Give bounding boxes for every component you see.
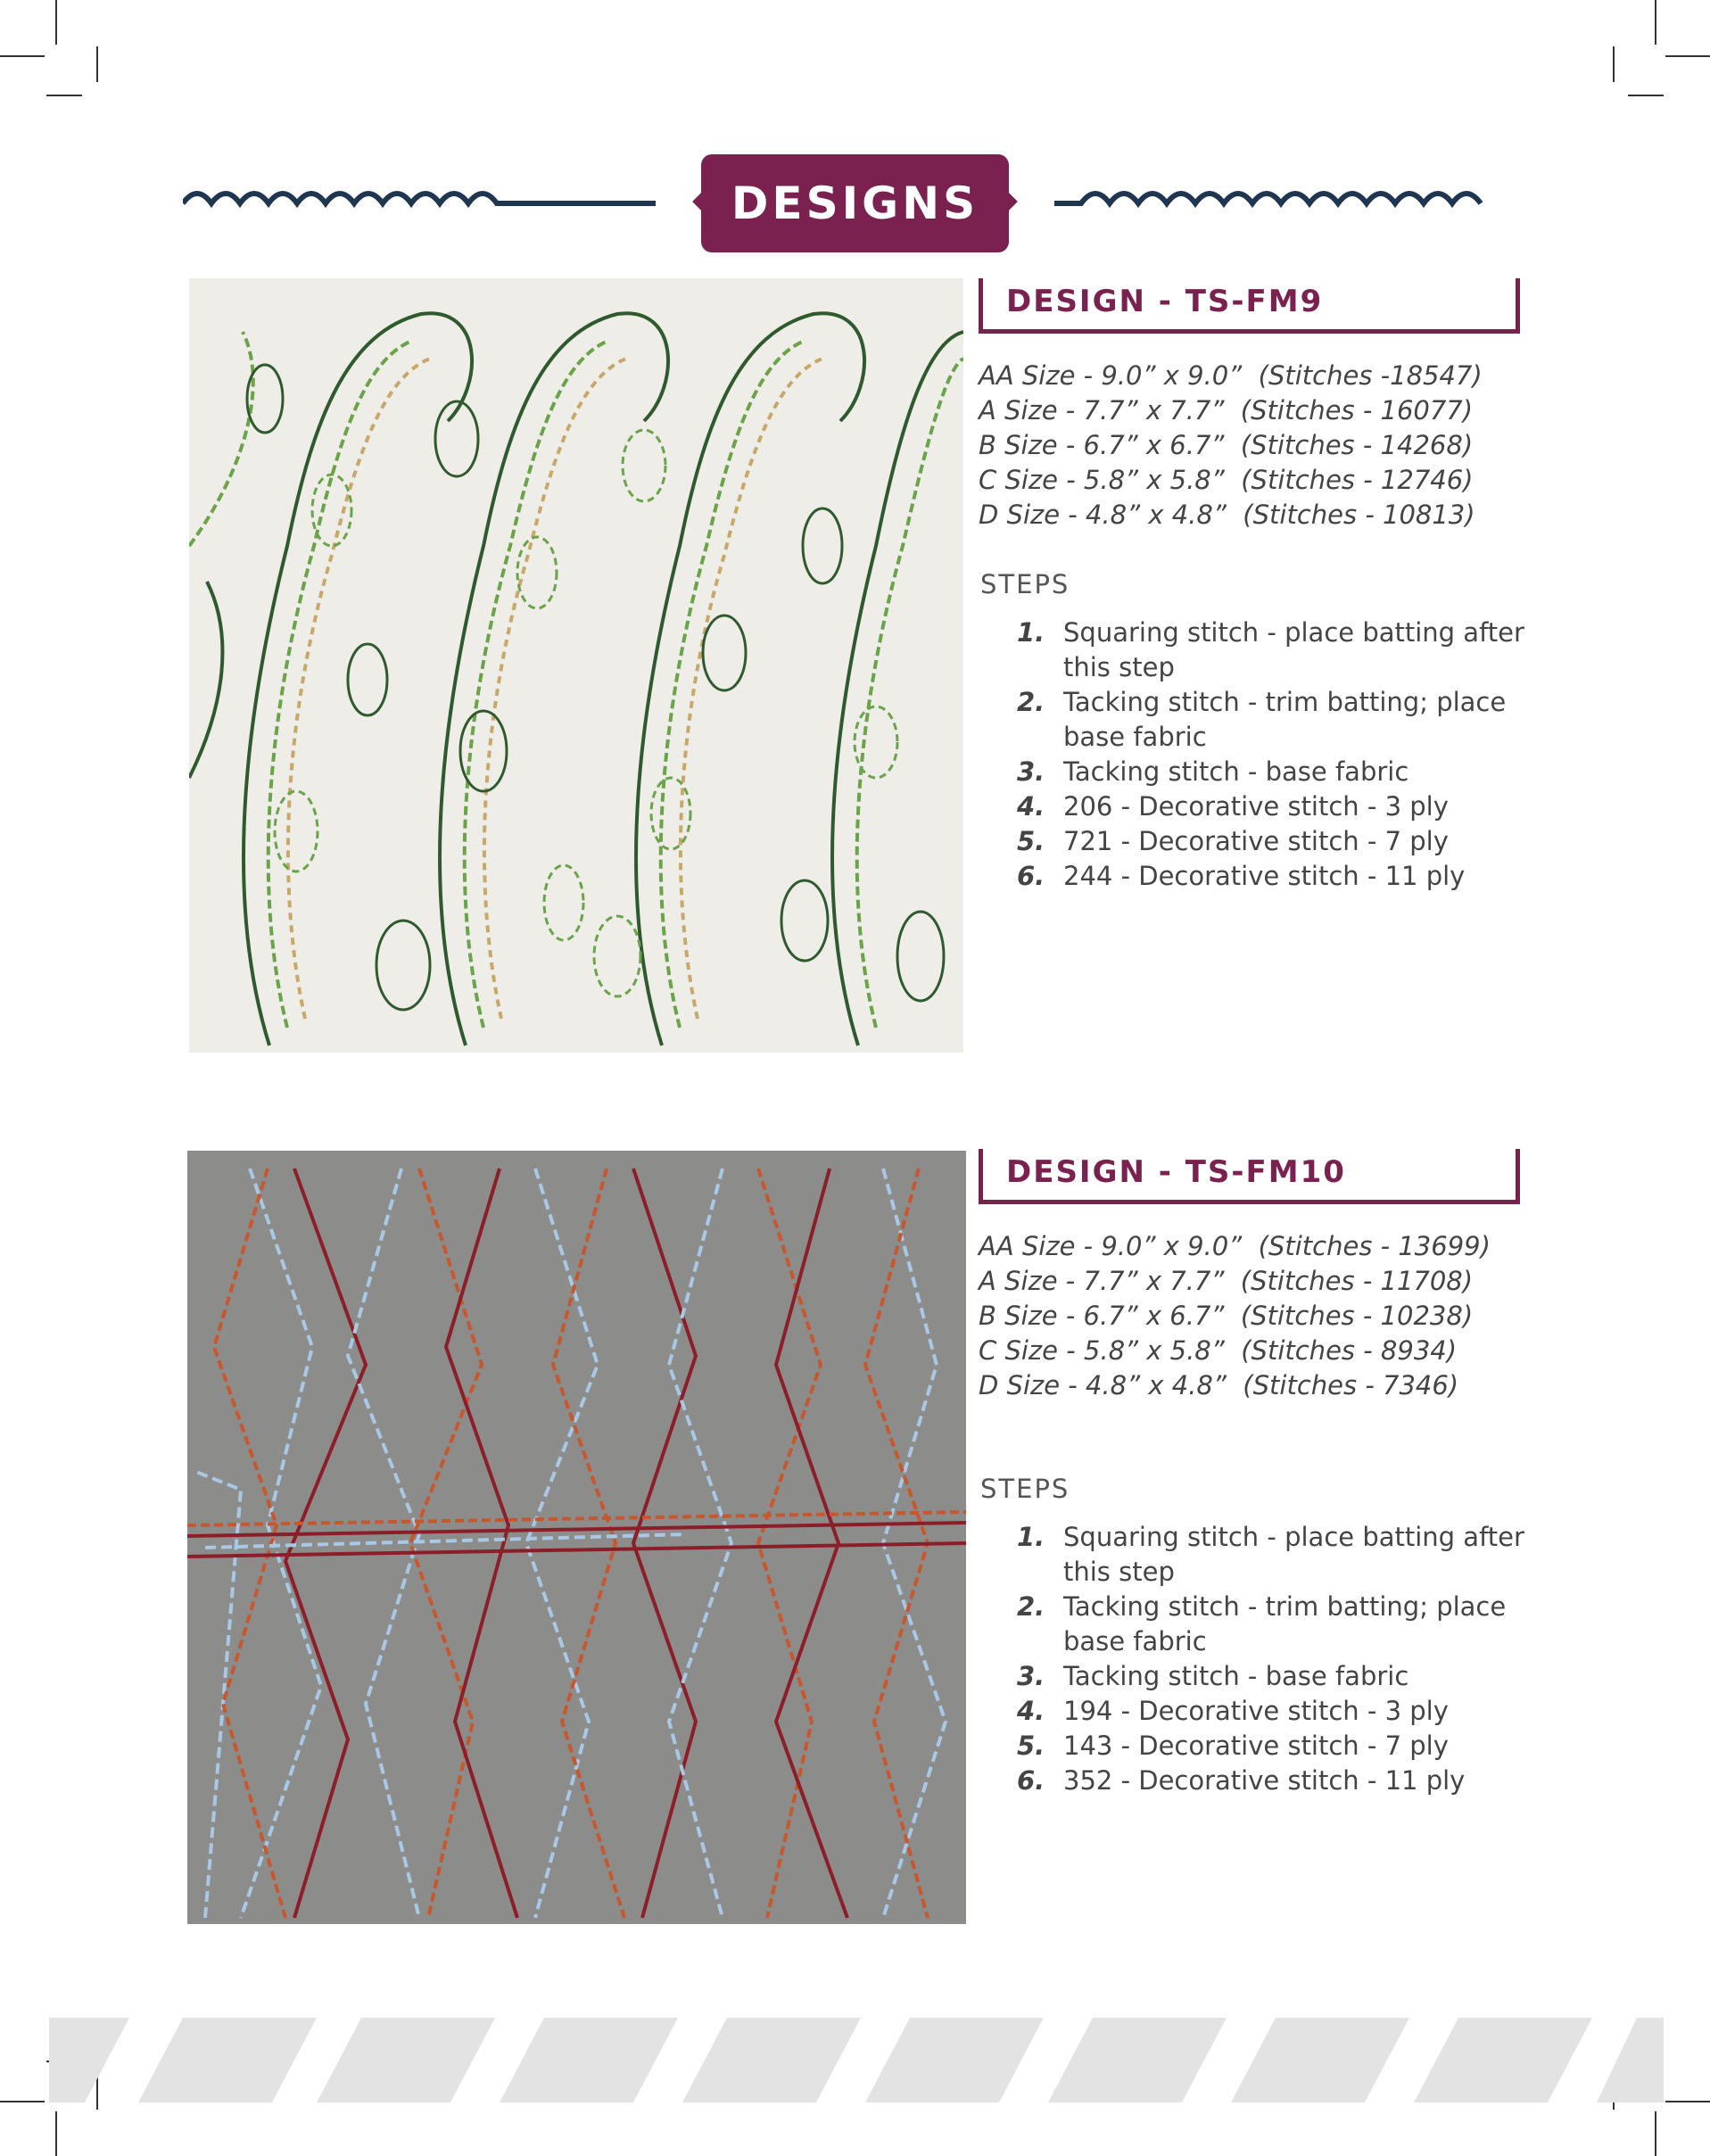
crop-mark [0,55,45,57]
crop-mark [1665,2101,1710,2102]
crop-mark [55,2111,57,2156]
crop-mark [1655,0,1656,45]
design-1-steps-heading: STEPS [980,569,1070,599]
step-number: 3. [1017,1661,1045,1691]
crop-mark [0,2101,45,2102]
step-text: Squaring stitch - place batting after this step [1063,1522,1524,1587]
step-number: 4. [1017,791,1045,822]
crop-mark [1613,46,1615,82]
step-number: 1. [1017,617,1045,648]
step-number: 5. [1017,1731,1045,1761]
step-text: Squaring stitch - place batting after this step [1063,617,1524,682]
step-number: 6. [1017,1765,1045,1796]
design-1-title: DESIGN - TS-FM9 [1006,284,1324,319]
size-line: D Size - 4.8” x 4.8” (Stitches - 10813) [979,500,1475,530]
step-item [1017,1520,1525,1590]
step-item [1017,755,1525,789]
size-line: C Size - 5.8” x 5.8” (Stitches - 12746) [979,465,1474,495]
step-item [1017,685,1525,755]
section-title-banner [701,154,1009,252]
step-number: 6. [1017,861,1045,891]
size-line: AA Size - 9.0” x 9.0” (Stitches - 13699) [979,1231,1491,1261]
crop-mark [1628,95,1664,96]
design-2-sizes [979,1229,1491,1403]
crop-mark [1655,2111,1656,2156]
step-item [1017,1659,1525,1694]
footer-stripe-band [49,2018,1664,2102]
step-text: 721 - Decorative stitch - 7 ply [1063,826,1449,856]
size-line: C Size - 5.8” x 5.8” (Stitches - 8934) [979,1335,1458,1366]
step-text: 194 - Decorative stitch - 3 ply [1063,1696,1449,1726]
design-2-heading-box [979,1149,1520,1204]
step-text: 244 - Decorative stitch - 11 ply [1063,861,1466,891]
step-number: 2. [1017,687,1045,717]
size-line: B Size - 6.7” x 6.7” (Stitches - 10238) [979,1301,1474,1331]
step-item [1017,615,1525,685]
design-1-sizes [979,359,1483,533]
step-text: Tacking stitch - trim batting; place base fabric [1063,1591,1507,1656]
step-number: 5. [1017,826,1045,856]
step-item [1017,1694,1525,1729]
crop-mark [46,95,82,96]
design-2-title: DESIGN - TS-FM10 [1006,1154,1346,1190]
step-item [1017,1764,1525,1798]
size-line: B Size - 6.7” x 6.7” (Stitches - 14268) [979,430,1474,460]
crop-mark [1665,55,1710,57]
right-wave-divider [1054,178,1527,214]
design-2-steps-list [1017,1520,1525,1798]
step-number: 2. [1017,1591,1045,1622]
step-item [1017,789,1525,824]
step-number: 1. [1017,1522,1045,1552]
step-text: 352 - Decorative stitch - 11 ply [1063,1765,1466,1796]
design-1-steps-list [1017,615,1525,894]
size-line: D Size - 4.8” x 4.8” (Stitches - 7346) [979,1370,1459,1400]
design-1-photo [189,278,963,1053]
step-item [1017,1590,1525,1659]
step-text: Tacking stitch - base fabric [1063,1661,1409,1691]
design-2-steps-heading: STEPS [980,1474,1070,1504]
step-text: Tacking stitch - base fabric [1063,756,1409,787]
size-line: A Size - 7.7” x 7.7” (Stitches - 16077) [979,395,1474,425]
crop-mark [55,0,57,45]
section-title: DESIGNS [731,178,979,229]
step-text: 206 - Decorative stitch - 3 ply [1063,791,1449,822]
left-wave-divider [183,178,656,214]
step-text: 143 - Decorative stitch - 7 ply [1063,1731,1449,1761]
design-1-heading-box [979,278,1520,334]
crop-mark [96,46,98,82]
step-text: Tacking stitch - trim batting; place base fabric [1063,687,1507,752]
step-number: 4. [1017,1696,1045,1726]
size-line: A Size - 7.7” x 7.7” (Stitches - 11708) [979,1266,1474,1296]
step-item [1017,1729,1525,1764]
size-line: AA Size - 9.0” x 9.0” (Stitches -18547) [979,360,1483,391]
step-item [1017,859,1525,894]
step-number: 3. [1017,756,1045,787]
step-item [1017,824,1525,859]
design-2-photo [187,1151,966,1924]
